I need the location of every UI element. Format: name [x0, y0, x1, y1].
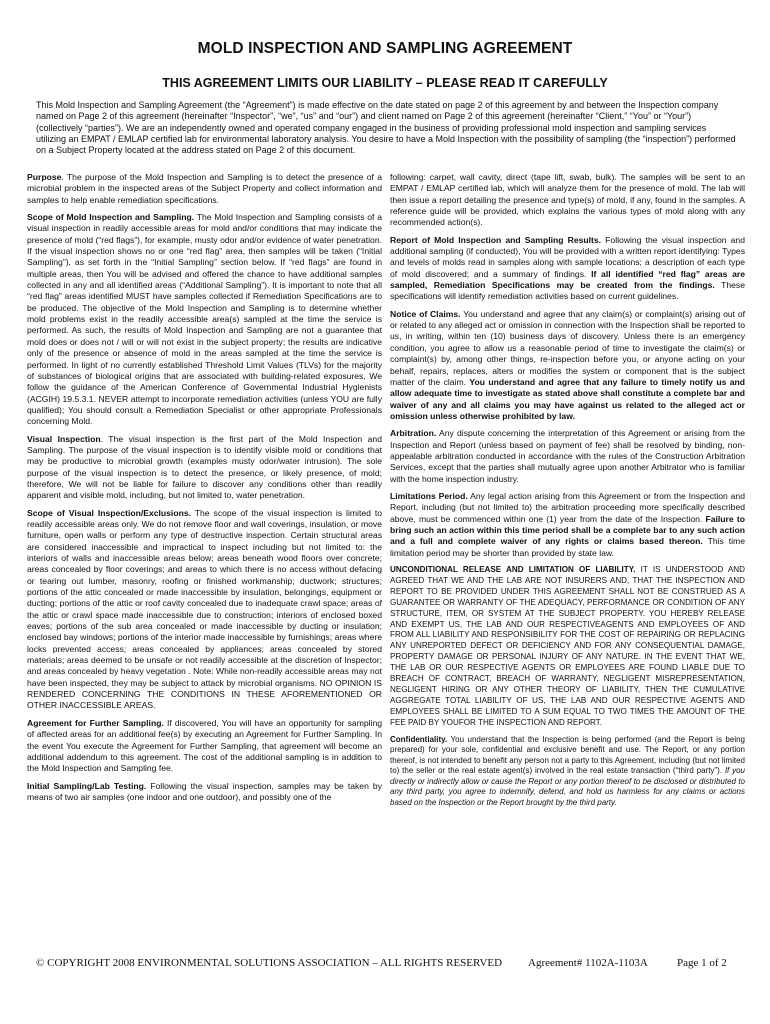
limitations-tail-text: This time limitation period may be shorter than provided by state law. [390, 536, 745, 558]
arbitration-text: Any dispute concerning the interpretation of this Agreement or arising from the Inspection and Report (unless based on payment of fee) shall be resolved by binding, non-appealable arbitration conducted in accordance with the rules of the Construction Arbitration Services, except that the parties shall mutually agree upon another Arbitrator who is familiar with the home inspection industry. [390, 428, 745, 484]
further-sampling-heading: Agreement for Further Sampling. [27, 717, 164, 728]
initial-sampling-section [27, 781, 382, 804]
confidentiality-italic-text: If you directly or indirectly allow or cause the Report or any portion thereof to be disclosed or distributed to any third party, you agree to indemnify, defend, and hold us harmless for any claims or actions based on the Inspection or the Report brought by the third party. [390, 766, 745, 807]
further-sampling-section [27, 718, 382, 775]
left-column [27, 172, 382, 809]
scope-visual-heading: Scope of Visual Inspection/Exclusions. [27, 507, 191, 518]
report-section [390, 235, 745, 303]
notice-heading: Notice of Claims. [390, 308, 461, 319]
confidentiality-section [390, 735, 745, 809]
confidentiality-text: You understand that the Inspection is being performed (and the Report is being prepared) for your sole, confidential and exclusive benefit and use. The Report, or any portion thereof, is not intended to benefit any person not a party to this Agreement, including (but not limited to) the seller or the real estate agent(s) involved in the real estate transaction (“third party”). [390, 734, 745, 776]
notice-section [390, 309, 745, 422]
report-bold-text: If all identified “red flag” areas are sampled, Remediation Specifications may be created from the findings. [390, 268, 745, 291]
page-number: Page 1 of 2 [677, 957, 727, 969]
limitations-bold-text: Failure to bring such an action within this time period shall be a complete bar to any such action and a full and complete waiver of any rights or claims based thereon. [390, 513, 745, 547]
agreement-number: Agreement# 1102A-1103A [528, 957, 648, 969]
report-tail-text: These specifications will identify remediation activities based on current guidelines. [390, 280, 746, 302]
purpose-text: . The purpose of the Mold Inspection and Sampling is to detect the presence of a microbial problem in the inspected areas of the Subject Property and collect information and samples to help enable remediation specifications. [27, 172, 382, 205]
continued-text: following: carpet, wall cavity, direct (tape lift, swab, bulk). The samples will be sent to an EMPAT / EMLAP certified lab, which will analyze them for the presence of mold. The lab will then issue a report detailing the presence and type(s) of mold, if any, found in the samples. A reference guide will be provided, which explains the various types of mold along with any recommended action(s). [390, 172, 745, 228]
purpose-heading: Purpose [27, 172, 62, 182]
notice-text: You understand and agree that any claim(s) or complaint(s) arising out of or related to any alleged act or omission in connection with the Inspection shall be reported to us, in writing, within ten (10) business days of discovery. Unless there is an emergency condition, you agree to allow us a reasonable period of time to investigate the claim(s) or complaint(s) by, among other things, re-inspection before you, or anyone acting on your behalf, repairs, replaces, alters or modifies the system or component that is the subject matter of the claim. [390, 308, 745, 387]
arbitration-section [390, 428, 745, 485]
release-text: IT IS UNDERSTOOD AND AGREED THAT WE AND THE LAB ARE NOT INSURERS AND, THAT THE INSPECTION AND REPORT TO BE PROVIDED UNDER THIS AGREEMENT SHALL NOT BE CONSTRUED AS A GUARANTEE OR WARRANTY OF THE ADEQUACY, PERFORMANCE OR CONDITION OF ANY STRUCTURE, ITEM, OR SYSTEM AT THE SUBJECT PROPERTY. YOU HEREBY RELEASE AND EXEMPT US, THE LAB AND OUR RESPECTIVEAGENTS AND EMPLOYEES OF AND FROM ALL LIABILITY AND RESPONSIBILITY FOR THE COST OF REPAIRING OR REPLACING ANY UNREPORTED DEFECT OR DEFICIENCY AND FOR ANY CONSEQUENTIAL DAMAGE, PROPERTY DAMAGE OR PERSONAL INJURY OF ANY NATURE. IN THE EVENT THAT WE, THE LAB OR OUR RESPECTIVE AGENTS OR EMPLOYEES ARE FOUND LIABLE DUE TO BREACH OF CONTRACT, BREACH OF WARRANTY, NEGLIGENT MISREPRESENTATION, NEGLIGENT HIRING OR ANY OTHER THEORY OF LIABILITY, THEN THE CUMULATIVE AGGREGATE TOTAL LIABILITY OF US, THE LAB AND OUR RESPECTIVE AGENTS AND EMPLOYEES SHALL BE LIMITED TO A SUM EQUAL TO TWO TIMES THE AMOUNT OF THE FEE PAID BY YOUFOR THE INSPECTION AND REPORT. [390, 565, 745, 727]
limitations-section [390, 491, 745, 559]
scope-section [27, 212, 382, 428]
initial-sampling-text: Following the visual inspection, samples may be taken by means of two air samples (one indoor and one outdoor), and possibly one of the [27, 780, 382, 802]
initial-sampling-heading: Initial Sampling/Lab Testing. [27, 780, 147, 791]
visual-section [27, 434, 382, 502]
scope-text: The Mold Inspection and Sampling consists of a visual inspection in readily accessible areas for mold and/or conditions that may indicate the presence of mold (“red flags”), for example, musty odor and/or evidence of water penetration. If the visual inspection shows no or one “red flag” area, then samples will be taken (“Initial Sampling”), as set forth in the “Initial Sampling” section below. If “red flags” are found in multiple areas, then You will be advised and offered the chance to have additional samples collected in any and all identified areas (“Additional Sampling”). It is important to note that all “red flag” areas identified MUST have samples collected if Remediation Specifications are to be produced. The objective of the Mold Inspection and Sampling is to determine whether mold problems exist in the readily accessible area(s) sampled at the time the service is performed. As such, the results of Mold Inspection and Sampling are not a guarantee that mold does or does not / will or will not exist in the subject property; the results are indicative only of the presence or absence of mold in the areas sampled at the time the service is performed. In light of no currently established Threshold Limit Values (TLVs) for the majority of substances of biological origins that are associated with building-related exposures, We follow the guidance of the American Conference of Governmental Industrial Hygienists (ACGIH) 19.5.3.1. NEVER attempt to incorporate remediation activities (unless YOU are fully qualified); You should consult a Remediation Specialist or other appropriate Professionals concerning Mold. [27, 212, 382, 427]
notice-bold-text: You understand and agree that any failure to timely notify us and allow adequate time to investigate as stated above shall constitute a complete bar and waiver of any and all claims you may have against us related to the alleged act or omission unless otherwise prohibited by law. [390, 376, 745, 421]
report-heading: Report of Mold Inspection and Sampling Results. [390, 234, 602, 245]
visual-heading: Visual Inspection [27, 433, 101, 444]
document-subtitle: THIS AGREEMENT LIMITS OUR LIABILITY – PLEASE READ IT CAREFULLY [162, 76, 608, 90]
further-sampling-text: If discovered, You will have an opportunity for sampling of affected areas for an additional fee(s) by executing an Agreement for Further Sampling. In the event You execute the Agreement for Further Sampling, that agreement will become an additional addendum to this agreement. The cost of the additional sampling is in addition to the Mold Inspection and Sampling fee. [27, 717, 383, 774]
confidentiality-heading: Confidentiality. [390, 734, 448, 744]
release-heading: UNCONDITIONAL RELEASE AND LIMITATION OF LIABILITY. [390, 565, 636, 574]
limitations-heading: Limitations Period. [390, 490, 468, 501]
right-column [390, 172, 745, 814]
purpose-section [27, 172, 382, 206]
document-title: MOLD INSPECTION AND SAMPLING AGREEMENT [197, 40, 573, 57]
copyright-notice: © COPYRIGHT 2008 ENVIRONMENTAL SOLUTIONS ASSOCIATION – ALL RIGHTS RESERVED [36, 957, 503, 969]
arbitration-heading: Arbitration. [390, 428, 437, 439]
scope-visual-text: The scope of the visual inspection is limited to readily accessible areas only. We do not remove floor and wall coverings, insulation, or move furniture, open walls or perform any type of destructive inspection. Certain structural areas are considered inaccessible and impractical to inspect including but not limited to: the interiors of walls and inaccessible areas below; areas beneath wood floors over concrete; areas concealed by floor coverings; and areas to which there is no access without defacing or tearing out lumber, masonry, roofing or finished workmanship; ductwork; structures; portions of the attic concealed or made inaccessible by insulation, belongings, equipment or ducting; portions of the attic or roof cavity concealed due to inadequate crawl space; areas of the attic or crawl space made inaccessible due to construction; interiors of enclosed boxed eaves; portions of the sub area concealed or made inaccessible by ducting or insulation; enclosed bay windows; portions of the interior made inaccessible by furnishings; areas where locks prevented access; areas concealed by appliances; areas concealed by stored materials; areas deemed to be unsafe or not readily accessible at the discretion of Inspector; and areas concealed by heavy vegetation . Note: While non-readily accessible areas may not have been inspected, they may be subject to attack by microbial organisms. NO OPINION IS RENDERED CONCERNING THE CONDITIONS IN THESE AFOREMENTIONED OR OTHER INACCESSIBLE AREAS. [27, 507, 382, 711]
limitations-text: Any legal action arising from this Agreement or from the Inspection and Report, including (but not limited to) the arbitration proceeding more specifically described above, must be commenced within one (1) year from the date of the Inspection. [390, 490, 745, 524]
intro-paragraph: This Mold Inspection and Sampling Agreement (the “Agreement”) is made effective on the date stated on page 2 of this agreement by and between the Inspection company named on Page 2 of this agreement (hereinafter “Inspector”, “we”, “us” and “our”) and client named on Page 2 of this agreement (hereinafter “Client,” “You” or “Your”) (collectively “parties”). We are an independently owned and operated company engaged in the business of providing professional mold inspection and sampling services utilizing an EMPAT / EMLAP certified lab for environmental laboratory analysis. You desire to have a Mold Inspection with the possibility of sampling (the “inspection”) performed on a Subject Property located at the address stated on Page 2 of this document. [36, 100, 736, 156]
report-text: Following the visual inspection and additional sampling (if conducted), You will be provided with a written report identifying: Types and levels of molds read in samples along with sample locations; a description of each type of mold discovered; and a summary of findings. [390, 234, 745, 279]
scope-visual-section [27, 508, 382, 712]
visual-text: . The visual inspection is the first part of the Mold Inspection and Sampling. The purpose of the visual inspection is to identify visible mold or conditions that may be productive to microbial growth (examples musty odor/water intrusion). The sole purpose of the visual inspection is to detect the presence, or likely presence, of mold; therefore, We will not be liable for failure to discover any conditions other than readily apparent and visible mold, including, but not limited to, water penetration. [27, 433, 382, 501]
release-section [390, 565, 745, 729]
scope-heading: Scope of Mold Inspection and Sampling. [27, 212, 195, 223]
